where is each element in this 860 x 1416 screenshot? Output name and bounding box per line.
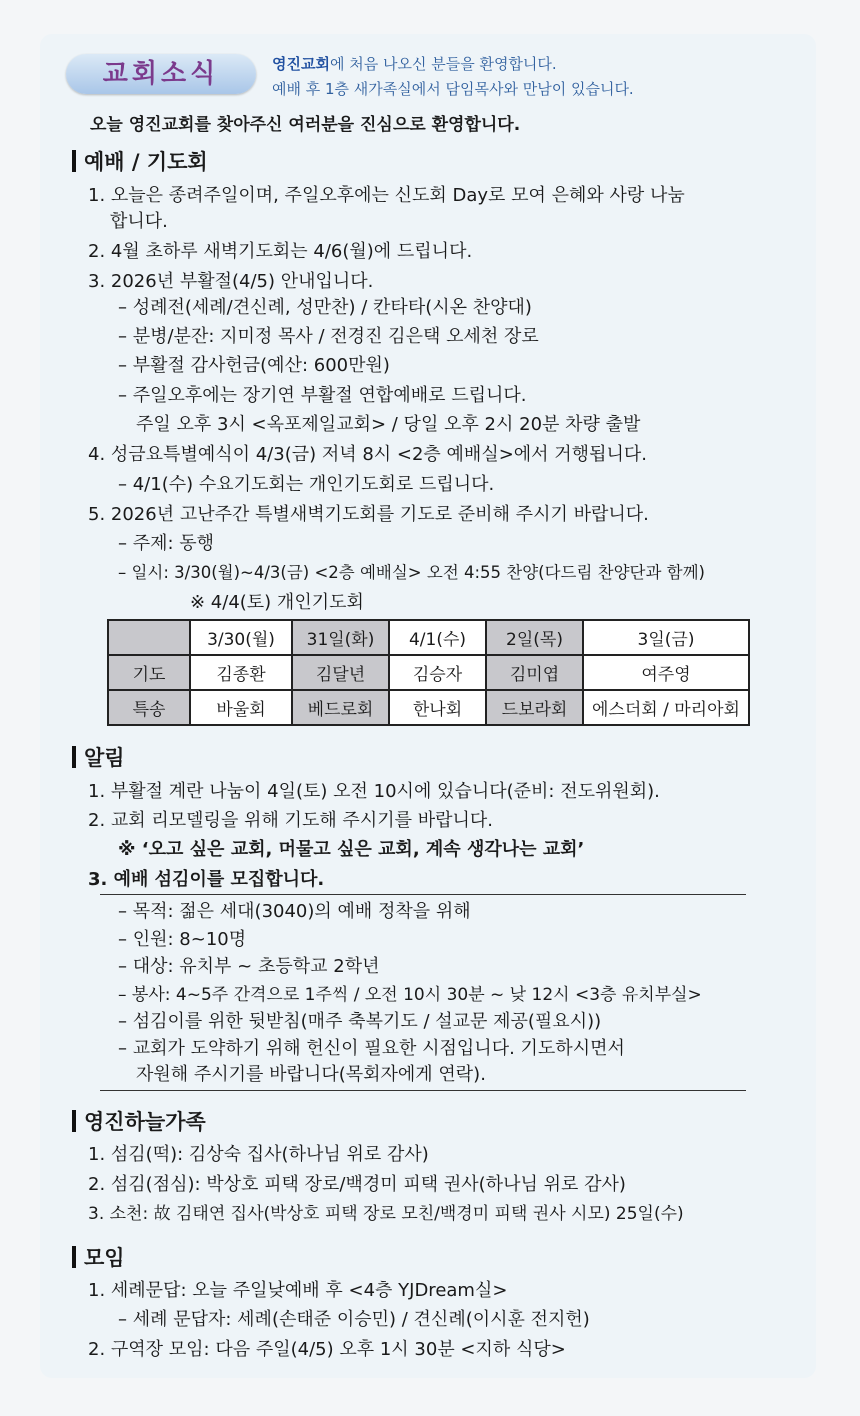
meeting-line: 1. 세례문답: 오늘 주일낮예배 후 <4층 YJDream실> (88, 1280, 508, 1301)
meeting-line: – 세례 문답자: 세례(손태준 이승민) / 견신례(이시훈 전지헌) (118, 1309, 590, 1330)
church-news-title: 교회소식 (66, 54, 256, 94)
notice-line: – 봉사: 4~5주 간격으로 1주씩 / 오전 10시 30분 ~ 낮 12시 <3층 유치부실> (118, 985, 702, 1005)
worship-line: – 일시: 3/30(월)~4/3(금) <2층 예배실> 오전 4:55 찬양(다드림 찬양단과 함께) (118, 563, 705, 582)
table-row (108, 690, 749, 725)
worship-line: 4. 성금요특별예식이 4/3(금) 저녁 8시 <2층 예배실>에서 거행됩니다. (88, 444, 647, 465)
family-line: 1. 섬김(떡): 김상숙 집사(하나님 위로 감사) (88, 1144, 429, 1165)
notice-line: ※ ‘오고 싶은 교회, 머물고 싶은 교회, 계속 생각나는 교회’ (118, 839, 585, 860)
table-cell: 김종환 (190, 655, 292, 690)
family-line: 3. 소천: 故 김태연 집사(박상호 피택 장로 모친/백경미 피택 권사 시모) 25일(수) (88, 1204, 684, 1224)
worship-line: 5. 2026년 고난주간 특별새벽기도회를 기도로 준비해 주시기 바랍니다. (88, 504, 649, 525)
worship-line: 주일 오후 3시 <옥포제일교회> / 당일 오후 2시 20분 차량 출발 (136, 414, 641, 435)
table-cell: 에스더회 / 마리아회 (583, 690, 749, 725)
table-row (108, 655, 749, 690)
worship-line: – 분병/분잔: 지미정 목사 / 전경진 김은택 오세천 장로 (118, 326, 539, 347)
table-cell: 4/1(수) (389, 620, 486, 655)
table-cell: 3일(금) (583, 620, 749, 655)
table-cell (108, 620, 190, 655)
section-notice-title: 알림 (72, 742, 125, 772)
notice-line: 1. 부활절 계란 나눔이 4일(토) 오전 10시에 있습니다(준비: 전도위원회). (88, 781, 660, 802)
table-cell: 기도 (108, 655, 190, 690)
table-cell: 김달년 (292, 655, 389, 690)
table-cell: 특송 (108, 690, 190, 725)
notice-line: – 인원: 8~10명 (118, 929, 247, 950)
worship-line: 2. 4월 초하루 새벽기도회는 4/6(월)에 드립니다. (88, 241, 473, 262)
table-cell: 2일(목) (486, 620, 583, 655)
worship-line: – 성례전(세례/견신례, 성만찬) / 칸타타(시온 찬양대) (118, 297, 532, 318)
notice-line: – 대상: 유치부 ~ 초등학교 2학년 (118, 956, 380, 977)
notice-line: 2. 교회 리모델링을 위해 기도해 주시기를 바랍니다. (88, 810, 493, 831)
banner-line-1: 에 처음 나오신 분들을 환영합니다. (329, 55, 557, 73)
section-worship-title: 예배 / 기도회 (72, 146, 208, 176)
notice-line: – 섬김이를 위한 뒷받침(매주 축복기도 / 설교문 제공(필요시)) (118, 1011, 602, 1032)
table-cell: 드보라회 (486, 690, 583, 725)
banner-line-2: 예배 후 1층 새가족실에서 담임목사와 만남이 있습니다. (272, 80, 634, 98)
table-cell: 여주영 (583, 655, 749, 690)
prayer-schedule-table (107, 619, 750, 726)
worship-line: 합니다. (110, 211, 168, 232)
welcome-text: 오늘 영진교회를 찾아주신 여러분을 진심으로 환영합니다. (90, 115, 521, 135)
table-cell: 김승자 (389, 655, 486, 690)
banner-text (272, 52, 634, 102)
table-cell: 바울회 (190, 690, 292, 725)
notice-line: – 교회가 도약하기 위해 헌신이 필요한 시점입니다. 기도하시면서 (118, 1038, 625, 1059)
meeting-line: 2. 구역장 모임: 다음 주일(4/5) 오후 1시 30분 <지하 식당> (88, 1339, 566, 1360)
notice-line: – 목적: 젊은 세대(3040)의 예배 정착을 위해 (118, 901, 471, 922)
worship-line: – 부활절 감사헌금(예산: 600만원) (118, 355, 390, 376)
worship-line: – 4/1(수) 수요기도회는 개인기도회로 드립니다. (118, 474, 495, 495)
divider (100, 894, 746, 895)
table-cell: 31일(화) (292, 620, 389, 655)
notice-line: 자원해 주시기를 바랍니다(목회자에게 연락). (136, 1064, 486, 1085)
table-cell: 베드로회 (292, 690, 389, 725)
worship-line: ※ 4/4(토) 개인기도회 (190, 592, 364, 613)
table-cell: 한나회 (389, 690, 486, 725)
worship-line: 1. 오늘은 종려주일이며, 주일오후에는 신도회 Day로 모여 은혜와 사랑 나눔 (88, 185, 685, 206)
section-meeting-title: 모임 (72, 1242, 125, 1272)
worship-line: – 주일오후에는 장기연 부활절 연합예배로 드립니다. (118, 385, 527, 406)
worship-line: – 주제: 동행 (118, 533, 215, 554)
table-row (108, 620, 749, 655)
worship-line: 3. 2026년 부활절(4/5) 안내입니다. (88, 271, 374, 292)
section-family-title: 영진하늘가족 (72, 1106, 206, 1136)
table-cell: 김미엽 (486, 655, 583, 690)
notice-line: 3. 예배 섬김이를 모집합니다. (88, 869, 325, 890)
divider (100, 1090, 746, 1091)
family-line: 2. 섬김(점심): 박상호 피택 장로/백경미 피택 권사(하나님 위로 감사) (88, 1174, 626, 1195)
table-cell: 3/30(월) (190, 620, 292, 655)
church-name: 영진교회 (272, 55, 330, 73)
